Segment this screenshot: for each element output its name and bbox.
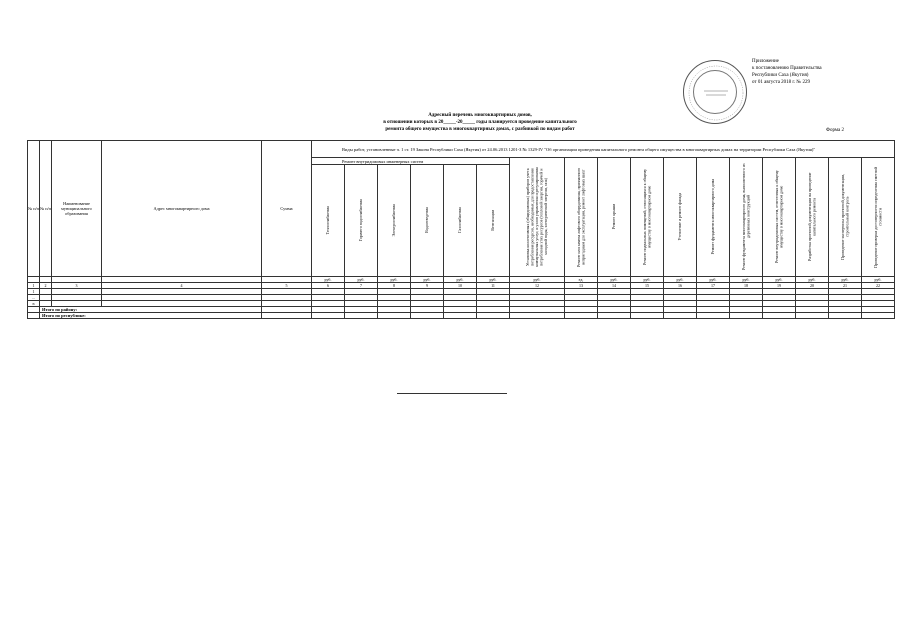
column-number: 9 [411,283,444,289]
approval-line: от 01 августа 2018 г. № 229 [752,80,810,85]
work-type-header: Установка коллективных (общедомовых) приборов учета потребления ресурсов, необходимых для предоставления коммунальных услуг, и узлов управления и регулирования потребления этих ресурсов (тепловой энергии, горячей и холодной воды, электрической энергии, газа) [510,158,565,277]
work-type-header: Вентиляции [477,165,510,277]
column-number: 19 [763,283,796,289]
document-title [300,112,660,133]
row-number: 1 [28,289,40,295]
seal-emblem-icon [684,61,748,125]
work-type-header: Горячего водоснабжения [345,165,378,277]
work-type-header: Ремонт фундамента многоквартирного дома [697,158,730,277]
work-type-header: Проведение проверки достоверности определения сметной стоимости [862,158,895,277]
column-number: 17 [697,283,730,289]
column-number: 14 [598,283,631,289]
column-number: 18 [730,283,763,289]
engineering-systems-group-header: Ремонт внутридомовых инженерных систем [312,158,510,165]
column-number: 2 [40,283,52,289]
total-republic-row [28,313,895,319]
column-number: 1 [28,283,40,289]
total-municipality-label: Итого по району: [40,307,262,313]
register-table [27,140,895,319]
title-line: Адресный перечень многоквартирных домов, [428,113,532,118]
unit-cell: руб. [829,277,862,283]
work-type-header: Водоотведения [411,165,444,277]
approval-block [752,58,862,86]
work-types-span-header: Виды работ, установленные ч. 1 ст. 19 Закона Республики Саха (Якутия) от 24.06.2013 1201-З № 1329-IV "Об организации проведения капитального ремонта общего имущества в многоквартирных домах на территории Республики Саха (Якутия)" [312,141,895,158]
col-header-sum: Сумма [262,141,312,277]
unit-cell: руб. [763,277,796,283]
column-number: 13 [565,283,598,289]
unit-cell: руб. [598,277,631,283]
approval-line: к постановлению Правительства [752,66,822,71]
unit-cell: руб. [510,277,565,283]
work-type-header: Разработка проектной документации на проведение капитального ремонта [796,158,829,277]
unit-cell: руб. [631,277,664,283]
work-type-header: Проведение экспертизы проектной документации, строительный контроль [829,158,862,277]
col-header-municipality: Наименование муниципального образования [52,141,102,277]
column-number: 6 [312,283,345,289]
unit-cell: руб. [411,277,444,283]
form-label: Форма 2 [826,128,844,133]
unit-cell: руб. [477,277,510,283]
work-type-header: Электроснабжения [378,165,411,277]
column-number: 8 [378,283,411,289]
column-number: 22 [862,283,895,289]
unit-cell: руб. [345,277,378,283]
unit-cell: руб. [378,277,411,283]
unit-cell: руб. [664,277,697,283]
approval-line: Приложение [752,59,779,64]
column-number: 15 [631,283,664,289]
work-type-header: Ремонт фундамента многоквартирного дома, выполненного из деревянных конструкций [730,158,763,277]
unit-cell: руб. [862,277,895,283]
column-number: 3 [52,283,102,289]
work-type-header: Ремонт внутридомовых систем, отнесенных к общему имуществу в многоквартирном доме [763,158,796,277]
unit-cell: руб. [697,277,730,283]
column-number: 4 [102,283,262,289]
title-line: ремонта общего имущества в многоквартирных домах, с разбивкой по видам работ [385,127,575,132]
signature-line [397,393,507,394]
column-number: 5 [262,283,312,289]
work-type-header: Ремонт крыши [598,158,631,277]
unit-cell: руб. [796,277,829,283]
work-type-header: Ремонт подвальных помещений, относящихся к общему имуществу в многоквартирном доме [631,158,664,277]
official-seal [683,60,747,124]
work-type-header: Теплоснабжения [312,165,345,277]
row-number: n [28,301,40,307]
column-number: 7 [345,283,378,289]
work-type-header: Ремонт или замена лифтового оборудования, признанного непригодным для эксплуатации, ремонт лифтовых шахт [565,158,598,277]
work-type-header: Газоснабжения [444,165,477,277]
column-number: 11 [477,283,510,289]
column-number: 10 [444,283,477,289]
title-line: в отношении которых в 20_____-20_____ годы планируется проведение капитального [383,120,577,125]
col-header-num: № п/п [40,141,52,277]
unit-cell: руб. [730,277,763,283]
column-number: 12 [510,283,565,289]
column-number: 21 [829,283,862,289]
work-type-header: Утепление и ремонт фасада [664,158,697,277]
col-header-num: № п/п [28,141,40,277]
column-number: 20 [796,283,829,289]
unit-cell: руб. [312,277,345,283]
approval-line: Республики Саха (Якутия) [752,73,809,78]
column-number: 16 [664,283,697,289]
total-republic-label: Итого по республике: [40,313,262,319]
unit-cell: руб. [444,277,477,283]
col-header-address: Адрес многоквартирного дома [102,141,262,277]
row-number: ... [28,295,40,301]
unit-cell: ед. [565,277,598,283]
